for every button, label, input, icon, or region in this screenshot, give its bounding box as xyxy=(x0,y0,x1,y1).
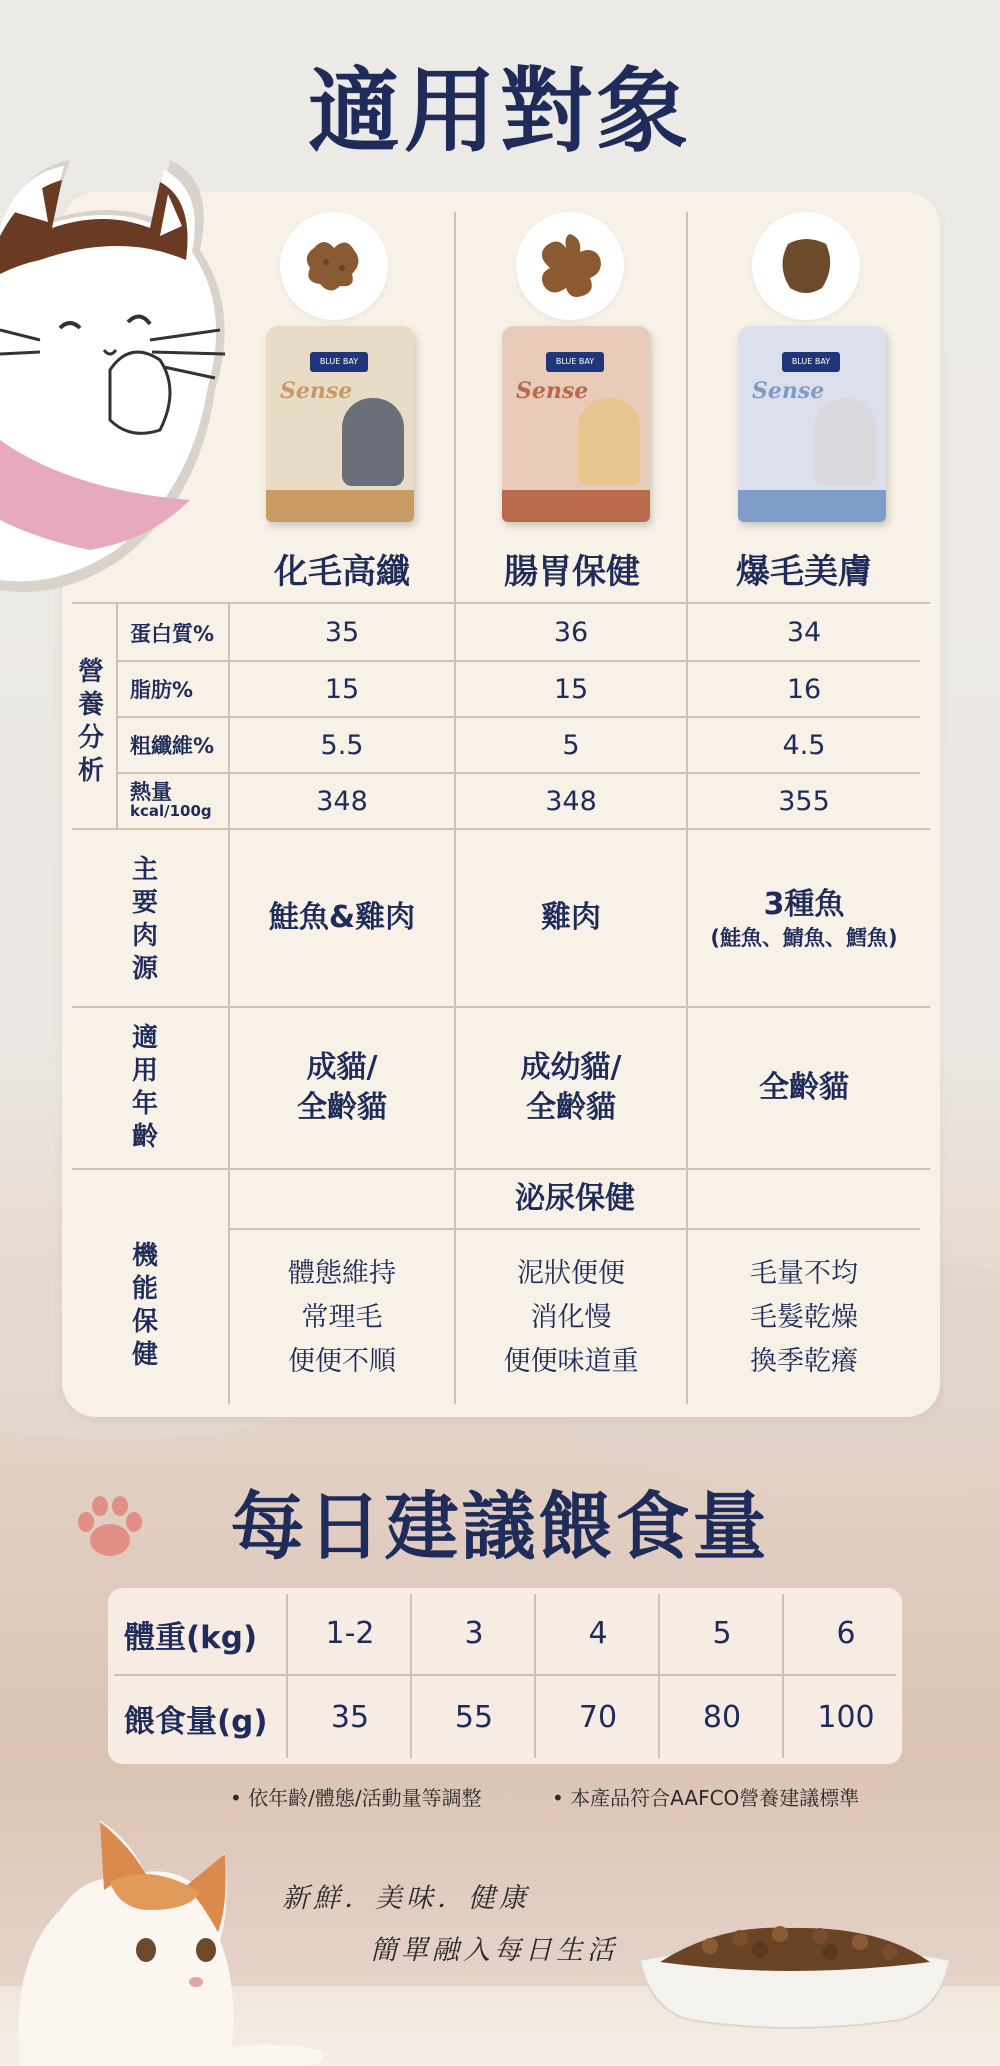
meat-source-main: 3種魚 xyxy=(763,887,845,922)
nutrition-value: 16 xyxy=(786,673,822,705)
note-adjust: • 依年齡/體態/活動量等調整 xyxy=(230,1786,482,1810)
age-value xyxy=(456,1008,686,1168)
row-label-fat: 脂肪% xyxy=(130,678,194,702)
bag-band xyxy=(266,490,414,522)
nutrition-value: 36 xyxy=(553,616,589,648)
product-name: 腸胃保健 xyxy=(504,552,640,592)
kibble-image-1 xyxy=(280,212,388,320)
meat-source-sub: (鮭魚、鯖魚、鱈魚) xyxy=(710,926,898,950)
bag-band xyxy=(502,490,650,522)
function-item: 便便味道重 xyxy=(503,1346,639,1377)
cartoon-cat-illustration xyxy=(0,140,250,600)
bag-label: Sense xyxy=(752,378,825,404)
weight-value: 3 xyxy=(464,1616,484,1651)
cat-photo xyxy=(578,398,640,486)
column-divider xyxy=(116,602,118,828)
function-item: 常理毛 xyxy=(301,1302,383,1333)
function-item: 毛髮乾燥 xyxy=(750,1302,858,1333)
nutrition-value: 355 xyxy=(778,785,830,817)
bag-brand: BLUE BAY xyxy=(782,352,840,372)
age-value xyxy=(230,1008,454,1168)
nutrition-value: 348 xyxy=(316,785,368,817)
nutrition-value: 15 xyxy=(324,673,360,705)
cat-photo xyxy=(342,398,404,486)
bag-brand: BLUE BAY xyxy=(310,352,368,372)
function-item: 泥狀便便 xyxy=(517,1258,625,1289)
kibble-image-2 xyxy=(516,212,624,320)
age-line: 全齡貓 xyxy=(297,1090,387,1125)
weight-value: 5 xyxy=(712,1616,732,1651)
age-line: 成幼貓/ xyxy=(520,1050,622,1085)
nutrition-value: 15 xyxy=(553,673,589,705)
function-label: 機能保健 xyxy=(131,1241,158,1370)
meat-source-value xyxy=(230,830,454,1006)
page-title: 適用對象 xyxy=(307,58,692,165)
amount-value: 55 xyxy=(454,1700,494,1735)
table-divider xyxy=(114,1674,896,1676)
function-item: 體態維持 xyxy=(288,1258,396,1289)
function-item: 便便不順 xyxy=(288,1346,396,1377)
nutrition-group-label: 營養分析 xyxy=(77,657,104,786)
function-value xyxy=(688,1232,920,1404)
nutrition-value: 5.5 xyxy=(320,729,364,761)
meat-source-label: 主要肉源 xyxy=(131,855,158,984)
function-shared: 泌尿保健 xyxy=(515,1181,635,1216)
meat-source-main: 鮭魚&雞肉 xyxy=(268,900,416,935)
meat-source-value xyxy=(456,830,686,1006)
meat-source-main: 雞肉 xyxy=(541,900,601,935)
weight-value: 6 xyxy=(836,1616,856,1651)
nutrition-value: 348 xyxy=(545,785,597,817)
bag-label: Sense xyxy=(280,378,353,404)
weight-value: 4 xyxy=(588,1616,608,1651)
paw-icon xyxy=(70,1488,150,1568)
feeding-title: 每日建議餵食量 xyxy=(230,1484,770,1570)
bag-band xyxy=(738,490,886,522)
age-line: 成貓/ xyxy=(306,1050,378,1085)
nutrition-value: 4.5 xyxy=(782,729,826,761)
function-item: 消化慢 xyxy=(530,1302,612,1333)
nutrition-value: 34 xyxy=(786,616,822,648)
meat-source-value xyxy=(688,830,920,1006)
bag-label: Sense xyxy=(516,378,589,404)
amount-value: 70 xyxy=(578,1700,618,1735)
kibble-icon xyxy=(294,226,374,306)
amount-label: 餵食量(g) xyxy=(124,1704,268,1740)
note-aafco: • 本產品符合AAFCO營養建議標準 xyxy=(552,1786,860,1810)
weight-label: 體重(kg) xyxy=(124,1620,258,1656)
product-bag-3 xyxy=(738,326,886,522)
amount-value: 100 xyxy=(817,1700,875,1735)
kibble-image-3 xyxy=(752,212,860,320)
cat-photo xyxy=(814,398,876,486)
product-name: 化毛高纖 xyxy=(274,552,410,592)
slogan-line-1: 新鮮．美味．健康 xyxy=(282,1883,530,1914)
age-value xyxy=(688,1008,920,1168)
age-line: 全齡貓 xyxy=(526,1090,616,1125)
amount-value: 80 xyxy=(702,1700,742,1735)
row-label-protein: 蛋白質% xyxy=(130,622,215,646)
product-name: 爆毛美膚 xyxy=(736,552,872,592)
function-value xyxy=(230,1232,454,1404)
weight-value: 1-2 xyxy=(325,1616,375,1651)
function-item: 換季乾癢 xyxy=(750,1346,858,1377)
row-label-calorie: 熱量 xyxy=(130,780,172,804)
feeding-table xyxy=(108,1588,902,1764)
row-label-calorie-unit: kcal/100g xyxy=(130,802,212,820)
function-item: 毛量不均 xyxy=(750,1258,858,1289)
row-label-fiber: 粗纖維% xyxy=(130,734,215,758)
food-bowl-illustration xyxy=(630,1900,960,2030)
row-divider xyxy=(228,1228,920,1230)
slogan-line-2: 簡單融入每日生活 xyxy=(370,1935,618,1966)
product-bag-2 xyxy=(502,326,650,522)
nutrition-value: 35 xyxy=(324,616,360,648)
bag-brand: BLUE BAY xyxy=(546,352,604,372)
amount-value: 35 xyxy=(330,1700,370,1735)
product-bag-1 xyxy=(266,326,414,522)
age-label: 適用年齡 xyxy=(131,1023,158,1152)
function-value xyxy=(456,1232,686,1404)
nutrition-value: 5 xyxy=(562,729,580,761)
age-line: 全齡貓 xyxy=(759,1070,849,1105)
kibble-icon xyxy=(530,226,610,306)
kibble-icon xyxy=(766,226,846,306)
